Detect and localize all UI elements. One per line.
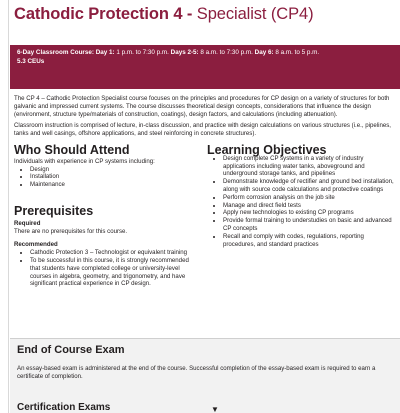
- who-should-attend-heading: Who Should Attend: [14, 143, 130, 157]
- schedule-label: Day 1:: [95, 49, 115, 56]
- list-item: • Provide formal training to understudies on basic and advanced CP concepts: [223, 217, 395, 233]
- schedule-banner: [10, 45, 400, 89]
- schedule-time: 8 a.m. to 7:30 p.m.: [198, 49, 255, 56]
- course-description: [14, 95, 394, 142]
- schedule-label: 6-Day Classroom Course:: [17, 49, 96, 56]
- who-intro: Individuals with experience in CP systems including:: [14, 157, 155, 165]
- description-paragraph-1: The CP 4 – Cathodic Protection Specialist course focuses on the principles and procedures for CP design on a variety of structures for both galvanic and impressed current systems. The course discusses theoretical design concepts, considerations that influence the design (environment, structure type/materials of construction, coatings), design factors, and calculations (including attenuation).: [14, 95, 390, 118]
- certification-exams-heading: Certification Exams: [17, 402, 111, 413]
- right-column: [207, 143, 395, 248]
- exam-section: [10, 338, 400, 413]
- exam-description: An essay-based exam is administered at the end of the course. Successful completion of the essay-based exam is required to earn a certificate of completion.: [17, 365, 376, 380]
- prerequisites-heading: Prerequisites: [14, 203, 94, 218]
- course-title-main: Cathodic Protection 4 -: [14, 5, 197, 23]
- end-of-course-exam-heading: End of Course Exam: [17, 344, 125, 356]
- schedule-time: 8 a.m. to 5 p.m.: [273, 49, 320, 56]
- description-paragraph-2: Classroom instruction is comprised of lecture, in-class discussion, and practice with design calculations on various structures (i.e., pipelines, tanks and well casings, offshore applications, and steel reinforcing in concrete structures).: [14, 122, 391, 138]
- list-item: • Apply new technologies to existing CP programs: [223, 209, 395, 217]
- list-item: • Design complete CP systems in a variety of industry applications including water tanks, aboveground and underground storage tanks, and pipelines: [223, 155, 395, 178]
- required-label: Required: [14, 219, 41, 227]
- list-item: • To be successful in this course, it is strongly recommended that students have completed college or university-level courses in algebra, geometry, and trigonometry, and have significant practical experience in CP design.: [30, 257, 196, 288]
- list-item: • Installation: [30, 173, 196, 181]
- list-item: • Design: [30, 166, 196, 174]
- schedule-label: Days 2-5:: [170, 49, 199, 56]
- left-margin-rule: [0, 0, 9, 413]
- required-text: There are no prerequisites for this course.: [14, 227, 128, 235]
- ceu-credits: 5.3 CEUs: [17, 58, 45, 65]
- list-item: • Perform corrosion analysis on the job site: [223, 194, 395, 202]
- learning-objectives-heading: Learning Objectives: [207, 143, 327, 157]
- triangle-down-icon: ▼: [211, 405, 219, 413]
- list-item: • Recall and comply with codes, regulations, reporting procedures, and standard practices: [223, 233, 395, 249]
- who-list: [14, 166, 196, 189]
- list-item: • Demonstrate knowledge of rectifier and ground bed installation, along with source code calculations and protective coatings: [223, 178, 395, 194]
- schedule-line: [17, 48, 400, 57]
- objectives-list: [207, 155, 395, 249]
- list-item: • Cathodic Protection 3 – Technologist or equivalent training: [30, 249, 196, 257]
- course-title-code: Specialist (CP4): [196, 5, 314, 23]
- recommended-list: [14, 249, 196, 288]
- course-title: [14, 5, 400, 24]
- schedule-time: 1 p.m. to 7:30 p.m.: [114, 49, 171, 56]
- left-column: [14, 143, 196, 288]
- schedule-label: Day 6:: [254, 49, 274, 56]
- list-item: • Maintenance: [30, 181, 196, 189]
- list-item: • Manage and direct field tests: [223, 202, 395, 210]
- recommended-label: Recommended: [14, 241, 58, 249]
